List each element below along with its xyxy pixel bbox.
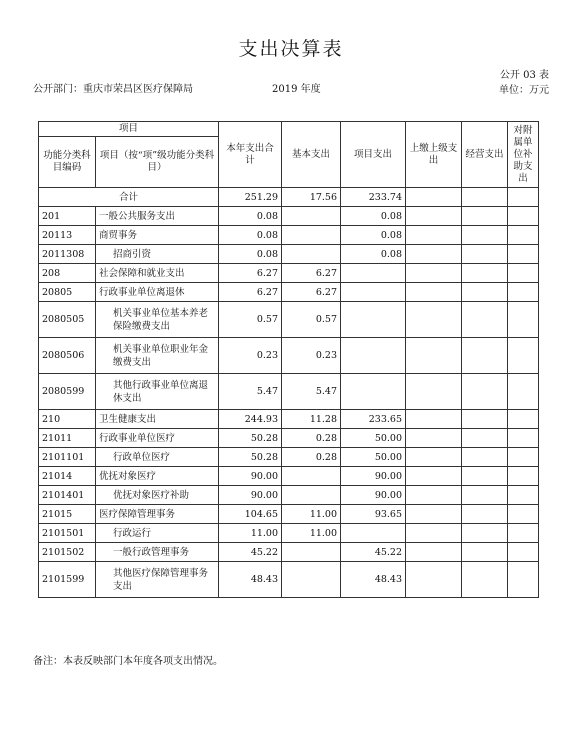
row-affiliate <box>508 410 539 429</box>
row-affiliate <box>508 207 539 226</box>
row-total: 104.65 <box>219 505 282 524</box>
row-code: 2101401 <box>39 486 96 505</box>
row-business <box>462 338 508 374</box>
row-project: 90.00 <box>341 467 406 486</box>
row-total: 6.27 <box>219 283 282 302</box>
table-row <box>39 429 539 448</box>
row-total: 244.93 <box>219 410 282 429</box>
row-affiliate <box>508 226 539 245</box>
row-project <box>341 264 406 283</box>
row-name: 行政运行 <box>96 524 219 543</box>
row-total: 90.00 <box>219 467 282 486</box>
row-code: 21015 <box>39 505 96 524</box>
table-row <box>39 543 539 562</box>
total-label: 合计 <box>39 188 219 207</box>
row-basic: 0.28 <box>282 429 341 448</box>
row-business <box>462 226 508 245</box>
row-total: 48.43 <box>219 562 282 598</box>
row-code: 2101101 <box>39 448 96 467</box>
row-business <box>462 543 508 562</box>
row-basic <box>282 543 341 562</box>
row-project: 50.00 <box>341 448 406 467</box>
row-total: 0.57 <box>219 302 282 338</box>
row-subsidy-upper <box>406 374 462 410</box>
unit-label: 单位：万元 <box>499 85 549 96</box>
header-project-group: 项目 <box>39 122 219 137</box>
row-name: 卫生健康支出 <box>96 410 219 429</box>
row-affiliate <box>508 562 539 598</box>
row-subsidy-upper <box>406 245 462 264</box>
row-name: 其他行政事业单位离退休支出 <box>96 374 219 410</box>
header-row <box>39 122 539 137</box>
table-row <box>39 226 539 245</box>
row-project: 0.08 <box>341 245 406 264</box>
expenditure-table <box>38 121 539 598</box>
header-basic: 基本支出 <box>282 122 341 188</box>
row-code: 2011308 <box>39 245 96 264</box>
row-code: 2101599 <box>39 562 96 598</box>
row-subsidy-upper <box>406 410 462 429</box>
row-name: 行政事业单位离退休 <box>96 283 219 302</box>
row-total: 11.00 <box>219 524 282 543</box>
row-affiliate <box>508 505 539 524</box>
row-basic: 11.28 <box>282 410 341 429</box>
row-name: 优抚对象医疗补助 <box>96 486 219 505</box>
row-subsidy-upper <box>406 429 462 448</box>
row-business <box>462 374 508 410</box>
row-business <box>462 467 508 486</box>
row-subsidy-upper <box>406 207 462 226</box>
row-subsidy-upper <box>406 448 462 467</box>
table-row <box>39 374 539 410</box>
row-business <box>462 264 508 283</box>
table-row <box>39 245 539 264</box>
table-row <box>39 410 539 429</box>
table-row <box>39 562 539 598</box>
row-affiliate <box>508 245 539 264</box>
row-business <box>462 207 508 226</box>
row-total: 90.00 <box>219 486 282 505</box>
row-name: 机关事业单位基本养老保险缴费支出 <box>96 302 219 338</box>
row-total: 45.22 <box>219 543 282 562</box>
table-row <box>39 486 539 505</box>
row-project <box>341 338 406 374</box>
table-row <box>39 207 539 226</box>
row-name: 商贸事务 <box>96 226 219 245</box>
row-project: 233.65 <box>341 410 406 429</box>
table-row <box>39 302 539 338</box>
total-total: 251.29 <box>219 188 282 207</box>
row-code: 20113 <box>39 226 96 245</box>
row-subsidy-upper <box>406 264 462 283</box>
row-basic: 0.23 <box>282 338 341 374</box>
row-basic <box>282 226 341 245</box>
table-row <box>39 264 539 283</box>
row-name: 行政单位医疗 <box>96 448 219 467</box>
row-name: 行政事业单位医疗 <box>96 429 219 448</box>
row-name: 其他医疗保障管理事务支出 <box>96 562 219 598</box>
row-business <box>462 302 508 338</box>
row-project: 0.08 <box>341 226 406 245</box>
row-code: 2101502 <box>39 543 96 562</box>
header-name: 项目（按“项”级功能分类科目） <box>96 137 219 188</box>
row-total: 0.08 <box>219 207 282 226</box>
row-basic <box>282 562 341 598</box>
row-business <box>462 245 508 264</box>
header-project: 项目支出 <box>341 122 406 188</box>
row-code: 20805 <box>39 283 96 302</box>
row-total: 50.28 <box>219 448 282 467</box>
row-affiliate <box>508 338 539 374</box>
row-business <box>462 283 508 302</box>
row-project: 50.00 <box>341 429 406 448</box>
row-project <box>341 283 406 302</box>
footnote: 备注：本表反映部门本年度各项支出情况。 <box>33 656 223 667</box>
row-project <box>341 302 406 338</box>
row-project <box>341 524 406 543</box>
row-basic <box>282 486 341 505</box>
header-subsidy-upper: 上缴上级支出 <box>406 122 462 188</box>
row-affiliate <box>508 374 539 410</box>
table-code: 公开 03 表 <box>499 70 549 81</box>
row-subsidy-upper <box>406 505 462 524</box>
row-basic: 0.57 <box>282 302 341 338</box>
row-subsidy-upper <box>406 486 462 505</box>
row-total: 6.27 <box>219 264 282 283</box>
row-basic: 5.47 <box>282 374 341 410</box>
row-code: 2080505 <box>39 302 96 338</box>
row-project: 45.22 <box>341 543 406 562</box>
total-basic: 17.56 <box>282 188 341 207</box>
row-subsidy-upper <box>406 226 462 245</box>
table-row <box>39 283 539 302</box>
row-subsidy-upper <box>406 338 462 374</box>
row-business <box>462 524 508 543</box>
row-subsidy-upper <box>406 302 462 338</box>
row-total: 50.28 <box>219 429 282 448</box>
row-code: 2080599 <box>39 374 96 410</box>
row-affiliate <box>508 486 539 505</box>
total-subsidy-upper <box>406 188 462 207</box>
row-name: 机关事业单位职业年金缴费支出 <box>96 338 219 374</box>
table-row <box>39 467 539 486</box>
table-row <box>39 524 539 543</box>
row-affiliate <box>508 429 539 448</box>
header-business: 经营支出 <box>462 122 508 188</box>
row-basic: 11.00 <box>282 505 341 524</box>
row-name: 招商引资 <box>96 245 219 264</box>
row-code: 21014 <box>39 467 96 486</box>
header-code: 功能分类科目编码 <box>39 137 96 188</box>
row-subsidy-upper <box>406 467 462 486</box>
row-total: 0.23 <box>219 338 282 374</box>
row-code: 208 <box>39 264 96 283</box>
row-affiliate <box>508 543 539 562</box>
row-project: 93.65 <box>341 505 406 524</box>
row-basic: 11.00 <box>282 524 341 543</box>
row-subsidy-upper <box>406 283 462 302</box>
row-affiliate <box>508 264 539 283</box>
row-code: 2101501 <box>39 524 96 543</box>
row-code: 201 <box>39 207 96 226</box>
row-name: 优抚对象医疗 <box>96 467 219 486</box>
row-project: 90.00 <box>341 486 406 505</box>
row-affiliate <box>508 524 539 543</box>
row-basic: 0.28 <box>282 448 341 467</box>
table-row <box>39 338 539 374</box>
row-total: 0.08 <box>219 245 282 264</box>
row-affiliate <box>508 283 539 302</box>
row-business <box>462 505 508 524</box>
row-basic: 6.27 <box>282 264 341 283</box>
row-affiliate <box>508 467 539 486</box>
row-project: 48.43 <box>341 562 406 598</box>
row-basic <box>282 245 341 264</box>
row-project <box>341 374 406 410</box>
row-affiliate <box>508 448 539 467</box>
row-subsidy-upper <box>406 562 462 598</box>
row-subsidy-upper <box>406 524 462 543</box>
table-row <box>39 448 539 467</box>
row-name: 一般行政管理事务 <box>96 543 219 562</box>
page-title: 支出决算表 <box>238 38 344 60</box>
row-total: 5.47 <box>219 374 282 410</box>
row-name: 一般公共服务支出 <box>96 207 219 226</box>
row-business <box>462 448 508 467</box>
row-subsidy-upper <box>406 543 462 562</box>
total-project: 233.74 <box>341 188 406 207</box>
row-affiliate <box>508 302 539 338</box>
row-basic <box>282 467 341 486</box>
row-name: 社会保障和就业支出 <box>96 264 219 283</box>
total-row <box>39 188 539 207</box>
row-basic: 6.27 <box>282 283 341 302</box>
row-business <box>462 410 508 429</box>
header-total: 本年支出合计 <box>219 122 282 188</box>
row-name: 医疗保障管理事务 <box>96 505 219 524</box>
row-code: 2080506 <box>39 338 96 374</box>
row-project: 0.08 <box>341 207 406 226</box>
row-code: 21011 <box>39 429 96 448</box>
header-affiliate: 对附属单位补助支出 <box>508 122 539 188</box>
row-code: 210 <box>39 410 96 429</box>
row-business <box>462 486 508 505</box>
department-label: 公开部门：重庆市荣昌区医疗保障局 <box>33 84 193 95</box>
row-business <box>462 562 508 598</box>
table-row <box>39 505 539 524</box>
total-affiliate <box>508 188 539 207</box>
row-total: 0.08 <box>219 226 282 245</box>
total-business <box>462 188 508 207</box>
row-basic <box>282 207 341 226</box>
fiscal-year: 2019 年度 <box>272 84 321 95</box>
row-business <box>462 429 508 448</box>
